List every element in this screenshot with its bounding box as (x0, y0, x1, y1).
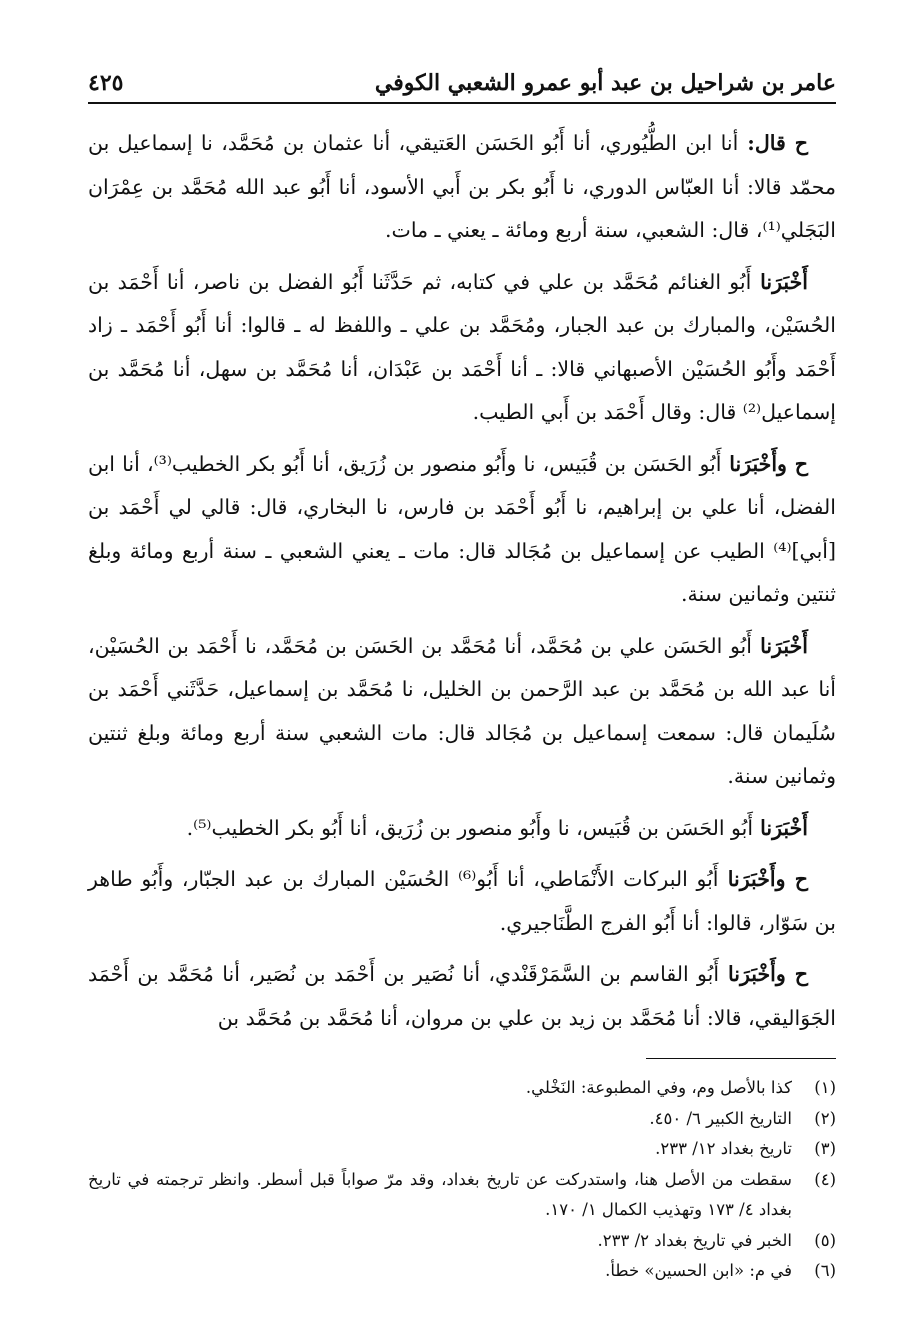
footnote (88, 1134, 836, 1165)
paragraph-lead: ح وأَخْبَرَنا (721, 451, 808, 476)
footnote-text: تاريخ بغداد ١٢/ ٢٣٣. (655, 1139, 792, 1158)
footnotes (88, 1073, 836, 1287)
book-page (88, 60, 836, 1318)
paragraph-lead: أَخْبَرَنا (751, 269, 808, 294)
footnote-number: (١) (814, 1078, 836, 1097)
footnote (88, 1073, 836, 1104)
paragraph (88, 625, 836, 799)
paragraph-text: أَبُو القاسم بن السَّمَرْقَنْدي، أنا نُصَير بن أَحْمَد بن نُصَير، أنا مُحَمَّد بن أَحْمَد الجَوَاليقي، قالا: أنا مُحَمَّد بن زيد بن علي بن مروان، أنا مُحَمَّد بن مُحَمَّد بن (88, 962, 836, 1030)
footnote (88, 1226, 836, 1257)
paragraph-lead: ح وأَخْبَرَنا (719, 962, 808, 986)
paragraph-text: أنا ابن الطُّيُوري، أنا أَبُو الحَسَن العَتيقي، أنا عثمان بن مُحَمَّد، نا إسماعيل بن محمّد قالا: أنا العبّاس الدوري، نا أَبُو بكر بن أَبي الأسود، أنا أَبُو عبد الله مُحَمَّد بن عِمْرَان البَجَلي⁽¹⁾، قال: الشعبي، سنة أربع ومائة ـ يعني ـ مات. (88, 131, 836, 242)
page-number: ٤٢٥ (88, 70, 124, 96)
footnote (88, 1104, 836, 1135)
paragraph (88, 261, 836, 435)
footnote-divider (646, 1058, 836, 1059)
footnote-number: (٤) (814, 1169, 836, 1189)
paragraph-text: أَبُو البركات الأَنْمَاطي، أنا أَبُو⁽⁶⁾ الحُسَيْن المبارك بن عبد الجبّار، وأَبُو طاهر بن سَوّار، قالوا: أنا أَبُو الفرج الطَّنَاجيري. (88, 867, 836, 935)
paragraph (88, 953, 836, 1040)
footnote-number: (٥) (814, 1230, 836, 1250)
footnote-text: كذا بالأصل وم، وفي المطبوعة: النَخْلي. (525, 1078, 792, 1097)
paragraph-lead: أَخْبَرَنا (751, 633, 808, 658)
footnote-text: في م: «ابن الحسين» خطأ. (605, 1261, 792, 1280)
paragraph-lead: ح قال: (738, 131, 809, 155)
paragraph-text: أَبُو الحَسَن بن قُبَيس، نا وأَبُو منصور بن زُرَيق، أنا أَبُو بكر الخطيب⁽³⁾، أنا ابن الفضل، أنا علي بن إبراهيم، نا أَبُو أَحْمَد بن فارس، نا البخاري، قال: قالي لي أَحْمَد بن [أبي]⁽⁴⁾ الطيب عن إسماعيل بن مُجَالد قال: مات ـ يعني الشعبي ـ سنة أربع ومائة وبلغ ثنتين وثمانين سنة. (88, 451, 836, 606)
footnote-number: (٦) (814, 1261, 836, 1280)
paragraph-lead: أَخْبَرَنا (753, 815, 808, 840)
footnote-text: الخبر في تاريخ بغداد ٢/ ٢٣٣. (597, 1230, 792, 1250)
paragraph (88, 858, 836, 945)
paragraph-text: أَبُو الغنائم مُحَمَّد بن علي في كتابه، ثم حَدَّثَنا أَبُو الفضل بن ناصر، أنا أَحْمَد بن الحُسَيْن، والمبارك بن عبد الجبار، ومُحَمَّد بن علي ـ واللفظ له ـ قالوا: أنا أَبُو أَحْمَد ـ زاد أَحْمَد وأَبُو الحُسَيْن الأصبهاني قالا: ـ أنا أَحْمَد بن عَبْدَان، أنا مُحَمَّد بن سهل، أنا مُحَمَّد بن إسماعيل⁽²⁾ قال: وقال أَحْمَد بن أَبي الطيب. (88, 269, 836, 424)
paragraph-text: أَبُو الحَسَن علي بن مُحَمَّد، أنا مُحَمَّد بن الحَسَن بن مُحَمَّد، نا أَحْمَد بن الحُسَيْن، أنا عبد الله بن مُحَمَّد بن عبد الرَّحمن بن الخليل، نا مُحَمَّد بن إسماعيل، حَدَّثَني أَحْمَد بن سُلَيمان قال: سمعت إسماعيل بن مُجَالد قال: مات الشعبي سنة أربع ومائة وبلغ ثنتين وثمانين سنة. (88, 633, 836, 788)
footnote-number: (٢) (814, 1108, 836, 1128)
footnote-text: سقطت من الأصل هنا، واستدركت عن تاريخ بغداد، وقد مرّ صواباً قبل أسطر. وانظر ترجمته في تاريخ بغداد ٤/ ١٧٣ وتهذيب الكمال ١/ ١٧٠. (88, 1169, 792, 1219)
page-header (88, 60, 836, 104)
main-text (88, 122, 836, 1040)
footnote (88, 1256, 836, 1287)
footnote-text: التاريخ الكبير ٦/ ٤٥٠. (649, 1108, 792, 1128)
paragraph-lead: ح وأَخْبَرَنا (718, 867, 808, 891)
running-title: عامر بن شراحيل بن عبد أبو عمرو الشعبي الكوفي (374, 70, 836, 96)
footnote (88, 1165, 836, 1226)
paragraph-text: أَبُو الحَسَن بن قُبَيس، نا وأَبُو منصور بن زُرَيق، أنا أَبُو بكر الخطيب⁽⁵⁾. (186, 815, 754, 840)
footnote-number: (٣) (814, 1139, 836, 1158)
paragraph (88, 122, 836, 253)
paragraph (88, 807, 836, 851)
paragraph (88, 443, 836, 617)
